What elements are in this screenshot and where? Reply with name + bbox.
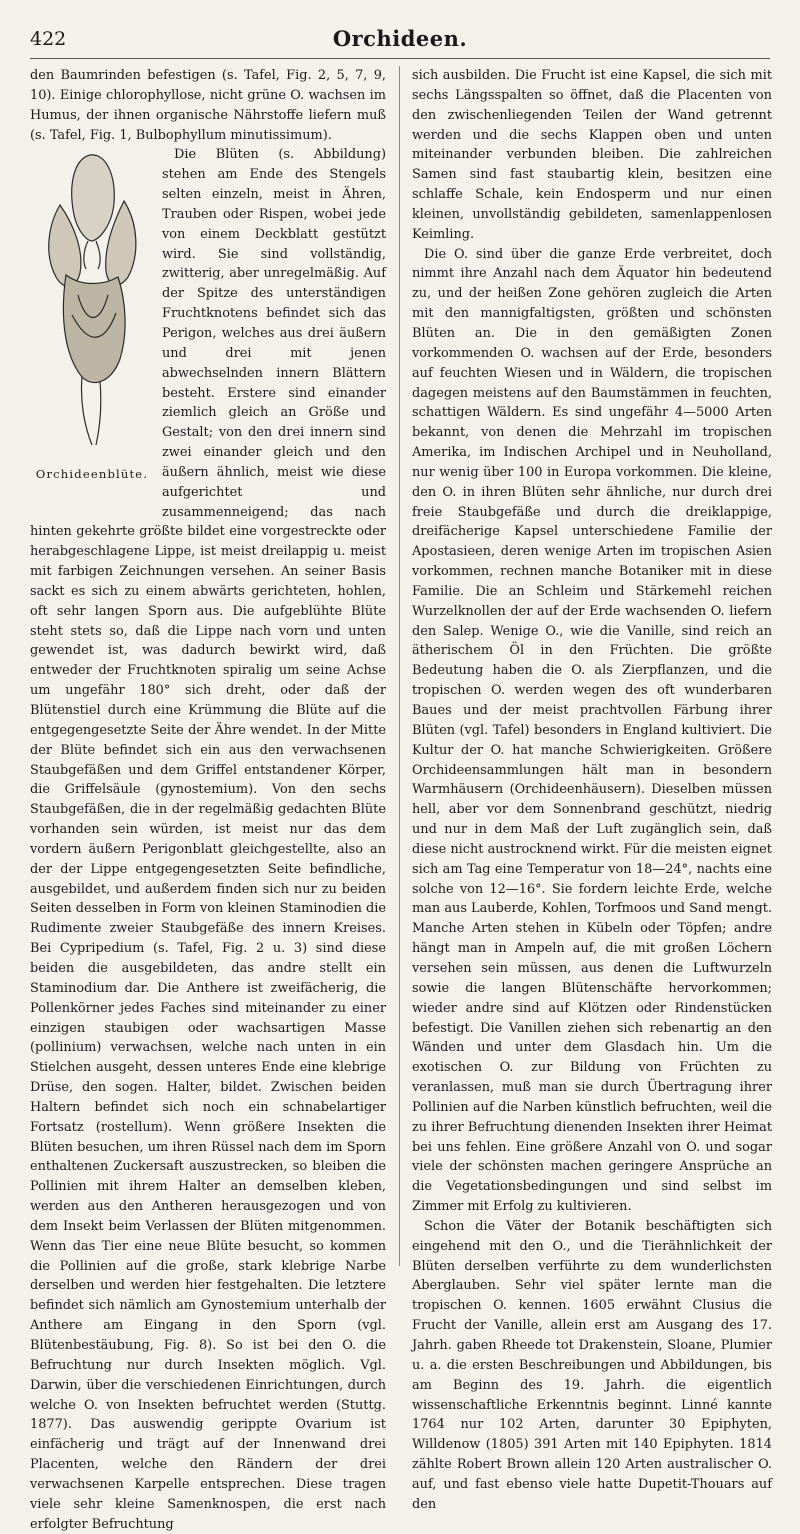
- paragraph: Die O. sind über die ganze Erde verbreitet, doch nimmt ihre Anzahl nach dem Äquator hin bedeutend zu, und der heißen Zone gehören zugleich die Arten mit den mannigfaltigsten, größten und schönsten Blüten an. Die in den gemäßigten Zonen vorkommenden O. wachsen auf der Erde, besonders auf feuchten Wiesen und in Wäldern, die tropischen dagegen meistens auf den Baumstämmen in feuchten, schattigen Wäldern. Es sind ungefähr 4—5000 Arten bekannt, von denen die Mehrzahl im tropischen Amerika, im Indischen Archipel und in Neuholland, nur wenig über 100 in Europa vorkommen. Die kleine, den O. in ihren Blüten sehr ähnliche, nur durch drei freie Staubgefäße und durch die dreiklappige, dreifächerige Kapsel unterschiedene Familie der Apostasieen, deren wenige Arten im tropischen Asien vorkommen, rechnen manche Botaniker mit in diese Familie. Die an Schleim und Stärkemehl reichen Wurzelknollen der auf der Erde wachsenden O. liefern den Salep. Wenige O., wie die Vanille, sind reich an ätherischem Öl in den Früchten. Die größte Bedeutung haben die O. als Zierpflanzen, und die tropischen O. werden wegen des oft wunderbaren Baues und der meist prachtvollen Färbung ihrer Blüten (vgl. Tafel) besonders in England kultiviert. Die Kultur der O. hat manche Schwierigkeiten. Größere Orchideensammlungen hält man in besondern Warmhäusern (Orchideenhäusern). Dieselben müssen hell, aber vor dem Sonnenbrand geschützt, niedrig und nur in dem Maß der Luft zugänglich sein, daß diese nicht austrocknend wirkt. Für die meisten eignet sich am Tag eine Temperatur von 18—24°, nachts eine solche von 12—16°. Sie fordern leichte Erde, welche man aus Lauberde, Kohlen, Torfmoos und Sand mengt. Manche Arten stehen in Kübeln oder Töpfen; andre hängt man in Ampeln auf, die mit großen Löchern versehen sein müssen, aus denen die Luftwurzeln sowie die langen Blütenschäfte hervorkommen; wieder andre sind auf Klötzen oder Rindenstücken befestigt. Die Vanillen ziehen sich rebenartig an den Wänden und unter dem Glasdach hin. Um die exotischen O. zur Bildung von Früchten zu veranlassen, muß man sie durch Übertragung ihrer Pollinien auf die Narben künstlich befruchten, weil die zu ihrer Befruchtung dienenden Insekten ihrer Heimat bei uns fehlen. Eine größere Anzahl von O. und sogar viele der schönsten machen geringere Ansprüche an die Vegetationsbedingungen und sind selbst im Zimmer mit Erfolg zu kultivieren.: [412, 246, 772, 1215]
- page-header: [30, 24, 770, 59]
- figure-caption: Orchideenblüte.: [35, 467, 149, 482]
- orchid-flower-illustration: [30, 145, 154, 511]
- paragraph: den Baumrinden befestigen (s. Tafel, Fig. 2, 5, 7, 9, 10). Einige chlorophyllose, nicht grüne O. wachsen im Humus, der ihnen organische Nährstoffe liefern muß (s. Tafel, Fig. 1, Bulbophyllum minutissimum).: [30, 68, 386, 143]
- running-head-title: Orchideen.: [332, 26, 468, 51]
- paragraph: sich ausbilden. Die Frucht ist eine Kapsel, die sich mit sechs Längsspalten so öffnet, daß die Placenten von den zwischenliegenden Teilen der Wand getrennt werden und die sechs Klappen oben und unten miteinander verbunden bleiben. Die zahlreichen Samen sind fast staubartig klein, besitzen eine schlaffe Schale, kein Endosperm und nur einen kleinen, unvollständig gebildeten, samenlappenlosen Keimling.: [412, 68, 772, 242]
- right-column: [412, 66, 772, 1515]
- page-number: 422: [30, 28, 67, 50]
- left-column: [30, 66, 386, 1534]
- paragraph: Die Blüten (s. Abbildung) stehen am Ende des Stengels selten einzeln, meist in Ähren, Trauben oder Rispen, wobei jede von einem Deckblatt gestützt wird. Sie sind vollständig, zwitterig, aber unregelmäßig. Auf der Spitze des unterständigen Fruchtknotens befindet sich das Perigon, welches aus drei äußern und drei mit jenen abwechselnden innern Blättern besteht. Erstere sind einander ziemlich gleich an Größe und Gestalt; von den drei innern sind zwei einander gleich und den äußern ähnlich, meist wie diese aufgerichtet und zusammenneigend; das nach hinten gekehrte größte bildet eine vorgestreckte oder herabgeschlagene Lippe, ist meist dreilappig u. meist mit farbigen Zeichnungen versehen. An seiner Basis sackt es sich zu einem abwärts gerichteten, hohlen, oft sehr langen Sporn aus. Die aufgeblühte Blüte steht stets so, daß die Lippe nach vorn und unten gewendet ist, was dadurch bewirkt wird, daß entweder der Fruchtknoten spiralig um seine Achse um ungefähr 180° sich dreht, oder daß der Blütenstiel durch eine Krümmung die Blüte auf die entgegengesetzte Seite der Ähre wendet. In der Mitte der Blüte befindet sich ein aus den verwachsenen Staubgefäßen und dem Griffel entstandener Körper, die Griffelsäule (gynostemium). Von den sechs Staubgefäßen, die in der regelmäßig gedachten Blüte vorhanden sein würden, ist meist nur das dem vordern äußern Perigonblatt gleichgestellte, also an der der Lippe entgegengesetzten Seite befindliche, ausgebildet, und außerdem finden sich nur zu beiden Seiten desselben in Form von kleinen Staminodien die Rudimente zweier Staubgefäße des innern Kreises. Bei Cypripedium (s. Tafel, Fig. 2 u. 3) sind diese beiden die ausgebildeten, das andre stellt ein Staminodium dar. Die Anthere ist zweifächerig, die Pollenkörner jedes Faches sind miteinander zu einer einzigen staubigen oder wachsartigen Masse (pollinium) verwachsen, welche nach unten in ein Stielchen ausgeht, dessen unteres Ende eine klebrige Drüse, den sogen. Halter, bildet. Zwischen beiden Haltern befindet sich noch ein schnabelartiger Fortsatz (rostellum). Wenn größere Insekten die Blüten besuchen, um ihren Rüssel nach dem im Sporn enthaltenen Zuckersaft auszustrecken, so bleiben die Pollinien mit ihrem Halter an demselben kleben, werden aus den Antheren herausgezogen und von dem Insekt beim Verlassen der Blüten mitgenommen. Wenn das Tier eine neue Blüte besucht, so kommen die Pollinien auf die große, stark klebrige Narbe derselben und werden hier festgehalten. Die letztere befindet sich nämlich am Gynostemium unterhalb der Anthere am Eingang in den Sporn (vgl. Blütenbestäubung, Fig. 8). So ist bei den O. die Befruchtung nur durch Insekten möglich. Vgl. Darwin, über die verschiedenen Einrichtungen, durch welche O. von Insekten befruchtet werden (Stuttg. 1877). Das auswendig gerippte Ovarium ist einfächerig und trägt auf der Innenwand drei Placenten, welche den Rändern der drei verwachsenen Karpelle entsprechen. Diese tragen viele sehr kleine Samenknospen, die erst nach erfolgter Befruchtung: [30, 147, 386, 1532]
- paragraph: Schon die Väter der Botanik beschäftigten sich eingehend mit den O., und die Tierähnlichkeit der Blüten derselben verführte zu dem wunderlichsten Aberglauben. Sehr viel später lernte man die tropischen O. kennen. 1605 erwähnt Clusius die Frucht der Vanille, allein erst am Ausgang des 17. Jahrh. gaben Rheede tot Drakenstein, Sloane, Plumier u. a. die ersten Beschreibungen und Abbildungen, bis am Beginn des 19. Jahrh. die eigentlich wissenschaftliche Erkenntnis beginnt. Linné kannte 1764 nur 102 Arten, darunter 30 Epiphyten, Willdenow (1805) 391 Arten mit 140 Epiphyten. 1814 zählte Robert Brown allein 120 Arten australischer O. auf, und fast ebenso viele hatte Dupetit-Thouars auf den: [412, 1218, 772, 1512]
- orchid-flower-drawing: [30, 145, 154, 463]
- column-divider: [399, 66, 400, 1266]
